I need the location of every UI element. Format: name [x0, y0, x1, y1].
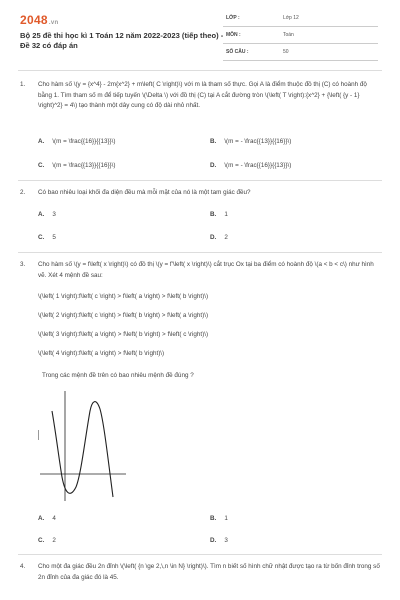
question-text: Cho hàm số \(y = f\left( x \right)\) có đồ thị \(y = f'\left( x \right)\) cắt trục Ox tại ba điểm có hoành độ \(a < b < c\) như hình vẽ. Xét 4 mệnh đề sau:: [38, 261, 374, 279]
meta-value: Toán: [283, 32, 294, 38]
derivative-graph: [38, 389, 128, 504]
text-cursor: [38, 430, 39, 440]
option-1d[interactable]: D. \(m = - \frac{{16}}{{13}}\): [210, 162, 292, 169]
question-text: Cho một đa giác đều 2n đỉnh \(\left( {n \ge 2,\,n \in N} \right)\). Tìm n biết số hình chữ nhật được tạo ra từ bốn đỉnh trong số 2n đỉnh của đa giác đó là 45.: [38, 563, 380, 581]
question-prompt: Trong các mệnh đề trên có bao nhiêu mệnh đề đúng ?: [42, 372, 194, 379]
document-meta: [223, 10, 378, 61]
question-number: 1.: [20, 81, 26, 88]
question-number: 3.: [20, 261, 26, 268]
statement-4: \(\left( 4 \right):f\left( a \right) > f\left( b \right)\): [38, 350, 165, 357]
meta-row-subject: [223, 27, 378, 44]
statement-2: \(\left( 2 \right):f\left( c \right) > f\left( b \right) > f\left( a \right)\): [38, 312, 209, 319]
question-number: 4.: [20, 563, 26, 570]
question-3: [20, 260, 382, 281]
option-2a[interactable]: A. 3: [38, 211, 56, 218]
option-2d[interactable]: D. 2: [210, 234, 228, 241]
meta-row-class: [223, 10, 378, 27]
option-3a[interactable]: A. 4: [38, 515, 56, 522]
question-text: Cho hàm số \(y = {x^4} - 2m{x^2} + m\left( C \right)\) với m là tham số thực. Gọi A là điểm thuộc đồ thị (C) có hoành độ bằng 1. Tìm tham số m để tiếp tuyến \(\Delta \) với đồ thị (C) tại A cắt đường tròn \(\left( T \right):{x^2} + {\left( {y - 1} \right)^2} = 4\) tạo thành một dây cung có độ dài nhỏ nhất.: [38, 81, 367, 109]
meta-key: MÔN :: [226, 32, 241, 38]
option-1c[interactable]: C. \(m = \frac{{13}}{{16}}\): [38, 162, 116, 169]
question-2: [20, 188, 382, 199]
option-1b[interactable]: B. \(m = - \frac{{13}}{{16}}\): [210, 138, 292, 145]
meta-key: SỐ CÂU :: [226, 49, 249, 55]
divider: [18, 70, 382, 71]
question-text: Có bao nhiêu loại khối đa diện đều mà mỗi mặt của nó là một tam giác đều?: [38, 189, 251, 196]
divider: [18, 554, 382, 555]
option-3b[interactable]: B. 1: [210, 515, 228, 522]
site-logo[interactable]: 2048.vn: [20, 13, 59, 27]
divider: [18, 180, 382, 181]
document-title: Bộ 25 đề thi học kì 1 Toán 12 năm 2022-2023 (tiếp theo) - Đề 32 có đáp án: [20, 31, 224, 50]
meta-row-count: [223, 44, 378, 61]
meta-value: Lớp 12: [283, 15, 299, 21]
question-number: 2.: [20, 189, 26, 196]
page-header: [0, 0, 400, 62]
divider: [18, 252, 382, 253]
option-3d[interactable]: D. 3: [210, 537, 228, 544]
question-1: [20, 80, 382, 112]
statement-3: \(\left( 3 \right):f\left( a \right) > f\left( b \right) > f\left( c \right)\): [38, 331, 209, 338]
option-3c[interactable]: C. 2: [38, 537, 56, 544]
option-2c[interactable]: C. 5: [38, 234, 56, 241]
question-4: [20, 562, 382, 583]
meta-value: 50: [283, 49, 289, 55]
meta-key: LỚP :: [226, 15, 240, 21]
option-2b[interactable]: B. 1: [210, 211, 228, 218]
statement-1: \(\left( 1 \right):f\left( c \right) > f\left( a \right) > f\left( b \right)\): [38, 293, 209, 300]
derivative-curve: [52, 402, 113, 497]
option-1a[interactable]: A. \(m = \frac{{16}}{{13}}\): [38, 138, 116, 145]
